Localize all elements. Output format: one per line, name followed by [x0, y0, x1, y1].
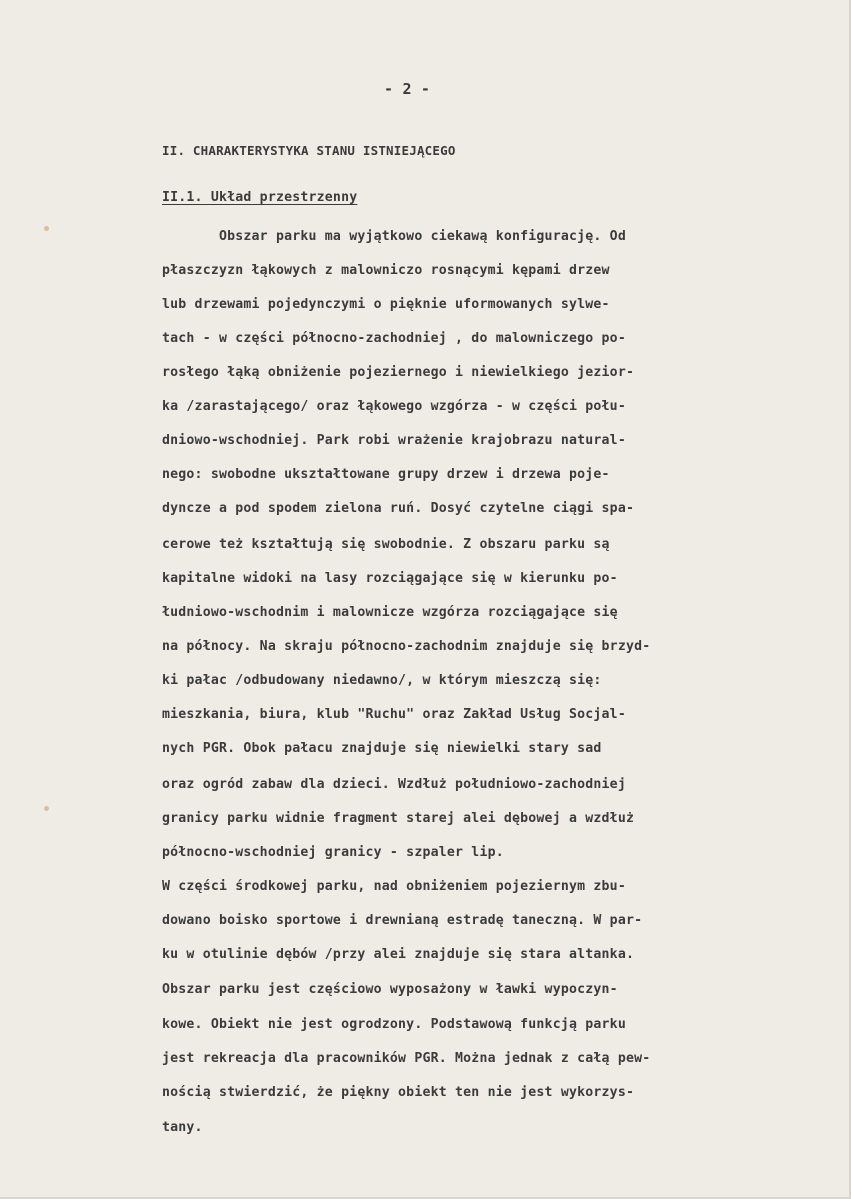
- body-text-line: ki pałac /odbudowany niedawno/, w którym mieszczą się:: [162, 673, 602, 688]
- body-text-line: W części środkowej parku, nad obniżeniem pojeziernym zbu-: [162, 879, 626, 894]
- body-text-line: lub drzewami pojedynczymi o pięknie uformowanych sylwe-: [162, 297, 610, 312]
- subsection-heading: II.1. Układ przestrzenny: [162, 190, 358, 205]
- body-text-line: kapitalne widoki na lasy rozciągające się w kierunku po-: [162, 571, 618, 586]
- body-text-line: dowano boisko sportowe i drewnianą estradę taneczną. W par-: [162, 913, 643, 928]
- body-text-line: północno-wschodniej granicy - szpaler lip.: [162, 845, 504, 860]
- page-number: - 2 -: [384, 80, 431, 98]
- body-text-line: ku w otulinie dębów /przy alei znajduje się stara altanka.: [162, 947, 635, 962]
- binding-hole-mark: [44, 806, 49, 811]
- body-text-line: jest rekreacja dla pracowników PGR. Można jednak z całą pew-: [162, 1051, 651, 1066]
- body-text-line: tany.: [162, 1120, 203, 1135]
- body-text-line: granicy parku widnie fragment starej alei dębowej a wzdłuż: [162, 811, 635, 826]
- body-text-line: mieszkania, biura, klub "Ruchu" oraz Zakład Usług Socjal-: [162, 707, 626, 722]
- body-text-line: ka /zarastającego/ oraz łąkowego wzgórza - w części połu-: [162, 399, 626, 414]
- body-text-line: cerowe też kształtują się swobodnie. Z obszaru parku są: [162, 537, 610, 552]
- body-text-line: oraz ogród zabaw dla dzieci. Wzdłuż południowo-zachodniej: [162, 777, 626, 792]
- body-text-line: nego: swobodne ukształtowane grupy drzew i drzewa poje-: [162, 467, 610, 482]
- body-text-line: kowe. Obiekt nie jest ogrodzony. Podstawową funkcją parku: [162, 1017, 626, 1032]
- body-text-line: Obszar parku ma wyjątkowo ciekawą konfigurację. Od: [162, 229, 626, 244]
- body-text-line: tach - w części północno-zachodniej , do malowniczego po-: [162, 331, 626, 346]
- section-heading: II. CHARAKTERYSTYKA STANU ISTNIEJĄCEGO: [162, 143, 456, 158]
- body-text-line: dniowo-wschodniej. Park robi wrażenie krajobrazu natural-: [162, 433, 626, 448]
- body-text-line: nością stwierdzić, że piękny obiekt ten nie jest wykorzys-: [162, 1085, 635, 1100]
- body-text-line: na północy. Na skraju północno-zachodnim znajduje się brzyd-: [162, 639, 651, 654]
- body-text-line: łudniowo-wschodnim i malownicze wzgórza rozciągające się: [162, 605, 618, 620]
- body-text-line: Obszar parku jest częściowo wyposażony w ławki wypoczyn-: [162, 982, 618, 997]
- body-text-line: dyncze a pod spodem zielona ruń. Dosyć czytelne ciągi spa-: [162, 501, 635, 516]
- body-text-line: nych PGR. Obok pałacu znajduje się niewielki stary sad: [162, 741, 602, 756]
- binding-hole-mark: [44, 226, 49, 231]
- body-text-line: płaszczyzn łąkowych z malowniczo rosnącymi kępami drzew: [162, 263, 610, 278]
- body-text-line: rosłego łąką obniżenie pojeziernego i niewielkiego jezior-: [162, 365, 635, 380]
